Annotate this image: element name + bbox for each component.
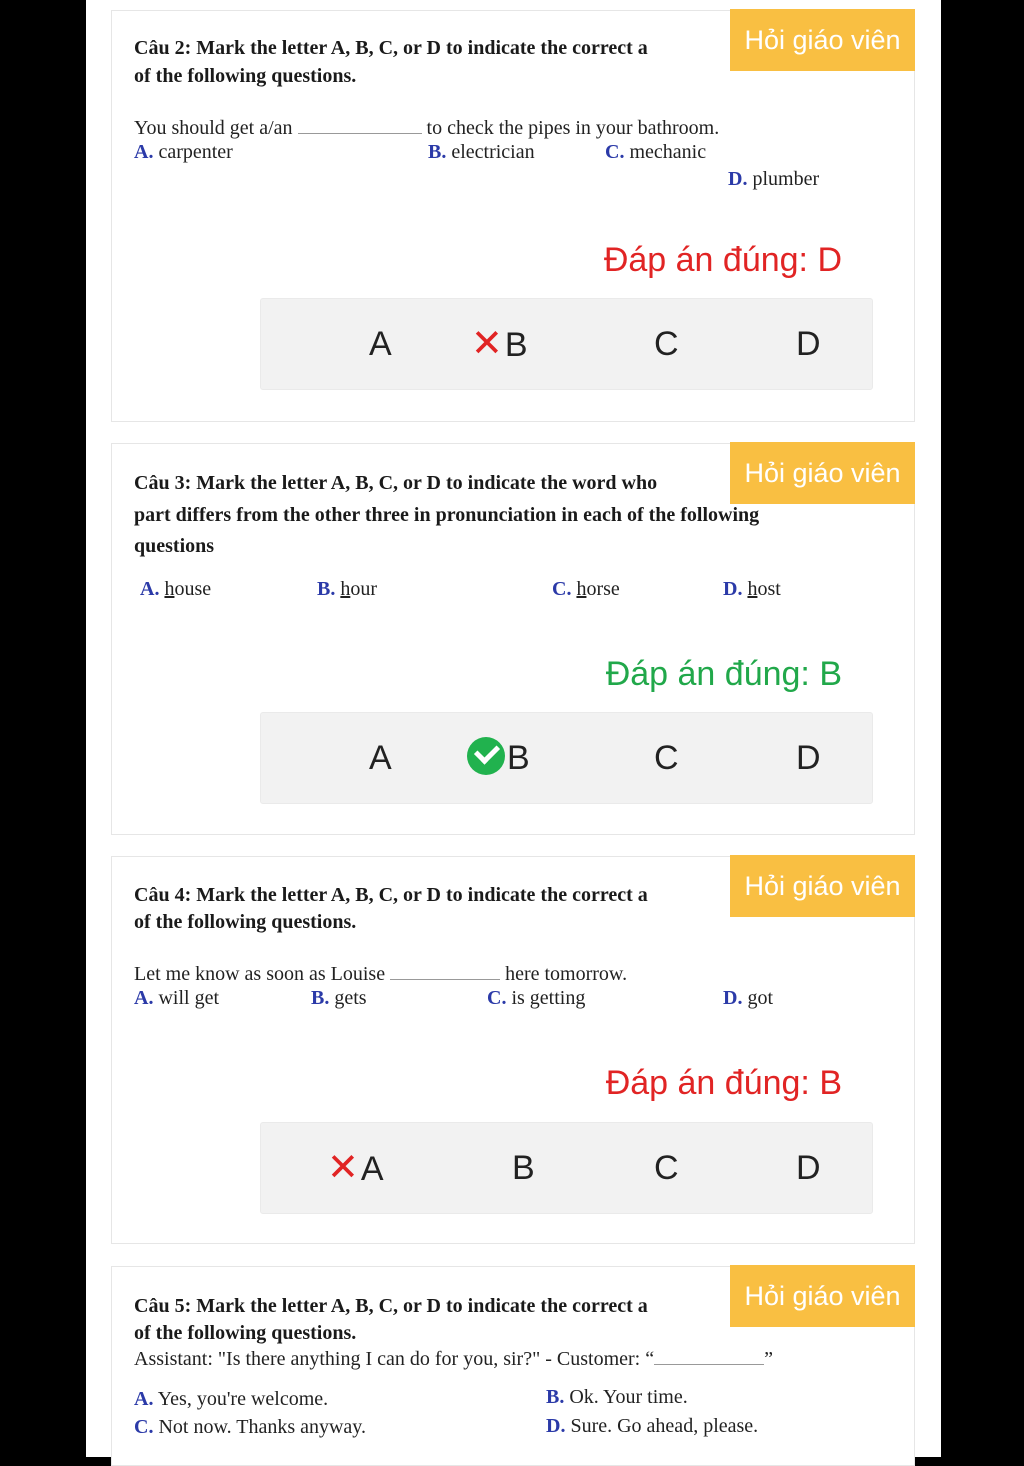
question-title-cont: of the following questions. xyxy=(134,1322,357,1344)
choice-b[interactable]: ✕B xyxy=(471,323,528,365)
option-b: B. hour xyxy=(317,578,378,600)
question-title-cont: questions xyxy=(134,535,215,557)
choice-c[interactable]: C xyxy=(654,1149,679,1187)
correct-answer-label: Đáp án đúng: B xyxy=(605,1064,842,1102)
question-title: Câu 5: Mark the letter A, B, C, or D to indicate the correct a xyxy=(134,1295,648,1317)
option-c: C. Not now. Thanks anyway. xyxy=(134,1416,367,1438)
sentence-text: Assistant: "Is there anything I can do for you, sir?" - Customer: “ xyxy=(134,1348,655,1370)
page xyxy=(86,0,941,1457)
option-d: D. Sure. Go ahead, please. xyxy=(546,1415,759,1437)
option-c: C. horse xyxy=(552,578,620,600)
choice-b[interactable]: B xyxy=(467,713,530,803)
sentence-before: Let me know as soon as Louise xyxy=(134,963,386,985)
question-sentence xyxy=(134,1346,773,1371)
correct-check-icon xyxy=(467,737,505,775)
question-title: Câu 3: Mark the letter A, B, C, or D to indicate the word who xyxy=(134,472,658,494)
option-b: B. electrician xyxy=(428,141,535,163)
choice-d[interactable]: D xyxy=(796,1149,821,1187)
option-c: C. is getting xyxy=(487,987,586,1009)
option-a: A. will get xyxy=(134,987,219,1009)
question-card-2 xyxy=(111,10,915,422)
question-card-5 xyxy=(111,1266,915,1466)
answer-blank xyxy=(390,961,500,980)
option-d: D. got xyxy=(723,987,774,1009)
question-sentence xyxy=(134,961,627,986)
question-sentence xyxy=(134,115,719,140)
question-title-cont: of the following questions. xyxy=(134,65,357,87)
wrong-x-icon: ✕ xyxy=(327,1147,359,1189)
sentence-after: to check the pipes in your bathroom. xyxy=(426,117,720,139)
answer-choices xyxy=(260,712,873,804)
question-title-cont: part differs from the other three in pronunciation in each of the following xyxy=(134,504,760,526)
question-card-3 xyxy=(111,443,915,835)
choice-c[interactable]: C xyxy=(654,739,679,777)
choice-a[interactable]: A xyxy=(369,325,392,363)
sentence-end: ” xyxy=(764,1348,773,1370)
option-b: B. gets xyxy=(311,987,367,1009)
ask-teacher-button[interactable]: Hỏi giáo viên xyxy=(730,1265,915,1327)
answer-blank xyxy=(654,1346,764,1365)
option-d: D. host xyxy=(723,578,781,600)
question-title-cont: of the following questions. xyxy=(134,911,357,933)
option-c: C. mechanic xyxy=(605,141,707,163)
answer-choices xyxy=(260,298,873,390)
ask-teacher-button[interactable]: Hỏi giáo viên xyxy=(730,9,915,71)
sentence-after: here tomorrow. xyxy=(505,963,628,985)
correct-answer-label: Đáp án đúng: D xyxy=(603,241,842,279)
question-title: Câu 2: Mark the letter A, B, C, or D to indicate the correct a xyxy=(134,37,648,59)
ask-teacher-button[interactable]: Hỏi giáo viên xyxy=(730,442,915,504)
choice-d[interactable]: D xyxy=(796,325,821,363)
choice-a[interactable]: A xyxy=(369,739,392,777)
question-card-4 xyxy=(111,856,915,1244)
option-d: D. plumber xyxy=(728,168,820,190)
sentence-before: You should get a/an xyxy=(134,117,293,139)
choice-d[interactable]: D xyxy=(796,739,821,777)
option-b: B. Ok. Your time. xyxy=(546,1386,688,1408)
option-a: A. carpenter xyxy=(134,141,233,163)
wrong-x-icon: ✕ xyxy=(471,323,503,365)
correct-answer-label: Đáp án đúng: B xyxy=(605,655,842,693)
answer-choices xyxy=(260,1122,873,1214)
answer-blank xyxy=(298,115,422,134)
option-a: A. house xyxy=(140,578,212,600)
choice-b[interactable]: B xyxy=(512,1149,535,1187)
ask-teacher-button[interactable]: Hỏi giáo viên xyxy=(730,855,915,917)
option-a: A. Yes, you're welcome. xyxy=(134,1388,329,1410)
choice-a[interactable]: ✕A xyxy=(327,1147,384,1189)
choice-c[interactable]: C xyxy=(654,325,679,363)
question-title: Câu 4: Mark the letter A, B, C, or D to indicate the correct a xyxy=(134,884,648,906)
